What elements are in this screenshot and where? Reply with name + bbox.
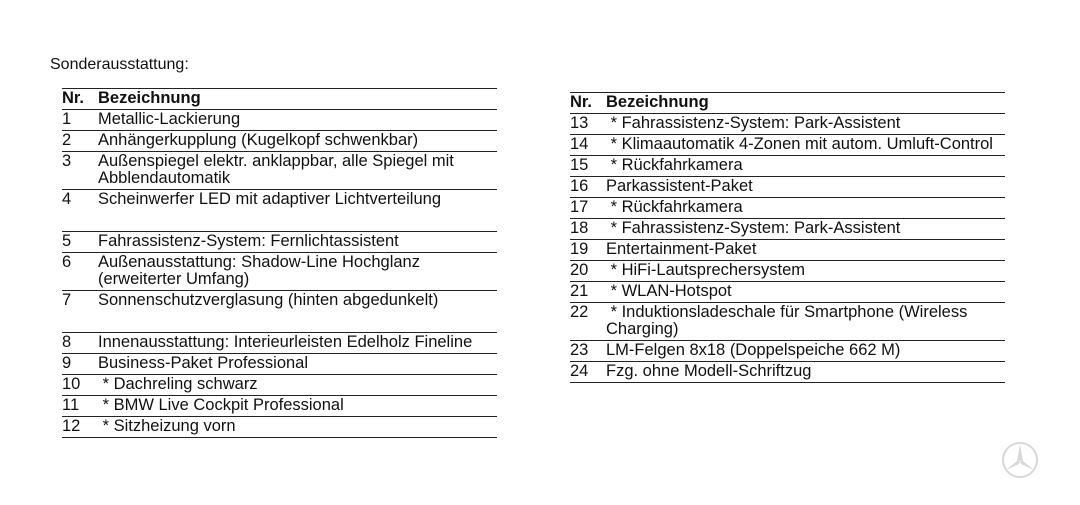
row-text: Außenspiegel elektr. anklappbar, alle Spiegel mit Abblendautomatik [98, 152, 497, 190]
row-text: * Klimaautomatik 4-Zonen mit autom. Umluft-Control [606, 135, 1005, 156]
row-nr: 24 [570, 362, 606, 383]
table-row [570, 177, 1005, 198]
table-row [570, 303, 1005, 341]
row-nr: 23 [570, 341, 606, 362]
row-nr: 13 [570, 114, 606, 135]
table-row [62, 253, 497, 291]
row-text: Business-Paket Professional [98, 354, 497, 375]
table-row [62, 110, 497, 131]
row-text: * BMW Live Cockpit Professional [98, 396, 497, 417]
column-header-nr: Nr. [62, 89, 98, 110]
row-nr: 12 [62, 417, 98, 438]
mercedes-star-icon [1000, 440, 1040, 485]
row-text: Metallic-Lackierung [98, 110, 497, 131]
row-nr: 8 [62, 333, 98, 354]
column-header-nr: Nr. [570, 93, 606, 114]
row-nr: 18 [570, 219, 606, 240]
table-row [62, 131, 497, 152]
row-text: * Dachreling schwarz [98, 375, 497, 396]
table-row [570, 261, 1005, 282]
table-row [62, 417, 497, 438]
section-heading: Sonderausstattung: [50, 56, 189, 73]
table-row [62, 152, 497, 190]
equipment-table-left [62, 88, 497, 438]
row-text: Außenausstattung: Shadow-Line Hochglanz (erweiterter Umfang) [98, 253, 497, 291]
row-text: * Fahrassistenz-System: Park-Assistent [606, 219, 1005, 240]
table-row [570, 135, 1005, 156]
row-text: * Rückfahrkamera [606, 198, 1005, 219]
row-text: * WLAN-Hotspot [606, 282, 1005, 303]
row-nr: 6 [62, 253, 98, 291]
row-text: * Rückfahrkamera [606, 156, 1005, 177]
row-text: Sonnenschutzverglasung (hinten abgedunkelt) [98, 291, 497, 333]
row-text: Fzg. ohne Modell-Schriftzug [606, 362, 1005, 383]
row-text: Fahrassistenz-System: Fernlichtassistent [98, 232, 497, 253]
table-header-row [62, 89, 497, 110]
row-nr: 2 [62, 131, 98, 152]
row-nr: 10 [62, 375, 98, 396]
table-row [62, 232, 497, 253]
row-nr: 4 [62, 190, 98, 232]
row-nr: 20 [570, 261, 606, 282]
row-nr: 5 [62, 232, 98, 253]
row-nr: 7 [62, 291, 98, 333]
table-row [62, 333, 497, 354]
table-header-row [570, 93, 1005, 114]
table-row [570, 341, 1005, 362]
row-nr: 22 [570, 303, 606, 341]
row-nr: 14 [570, 135, 606, 156]
row-nr: 3 [62, 152, 98, 190]
row-nr: 1 [62, 110, 98, 131]
table-row [62, 354, 497, 375]
row-nr: 9 [62, 354, 98, 375]
column-header-bezeichnung: Bezeichnung [606, 93, 1005, 114]
row-text: Anhängerkupplung (Kugelkopf schwenkbar) [98, 131, 497, 152]
table-row [570, 198, 1005, 219]
row-text: * Induktionsladeschale für Smartphone (Wireless Charging) [606, 303, 1005, 341]
row-nr: 11 [62, 396, 98, 417]
row-nr: 19 [570, 240, 606, 261]
table-row [570, 362, 1005, 383]
row-text: Parkassistent-Paket [606, 177, 1005, 198]
table-row [62, 190, 497, 232]
table-row [570, 219, 1005, 240]
row-text: * Sitzheizung vorn [98, 417, 497, 438]
row-text: * HiFi-Lautsprechersystem [606, 261, 1005, 282]
row-nr: 17 [570, 198, 606, 219]
table-row [570, 240, 1005, 261]
table-row [62, 375, 497, 396]
table-row [570, 114, 1005, 135]
row-nr: 15 [570, 156, 606, 177]
row-text: LM-Felgen 8x18 (Doppelspeiche 662 M) [606, 341, 1005, 362]
equipment-table-right [570, 92, 1005, 383]
row-text: Entertainment-Paket [606, 240, 1005, 261]
row-text: * Fahrassistenz-System: Park-Assistent [606, 114, 1005, 135]
table-row [62, 291, 497, 333]
row-nr: 16 [570, 177, 606, 198]
table-row [570, 156, 1005, 177]
table-row [62, 396, 497, 417]
row-text: Scheinwerfer LED mit adaptiver Lichtverteilung [98, 190, 497, 232]
column-header-bezeichnung: Bezeichnung [98, 89, 497, 110]
row-text: Innenausstattung: Interieurleisten Edelholz Fineline [98, 333, 497, 354]
row-nr: 21 [570, 282, 606, 303]
table-row [570, 282, 1005, 303]
